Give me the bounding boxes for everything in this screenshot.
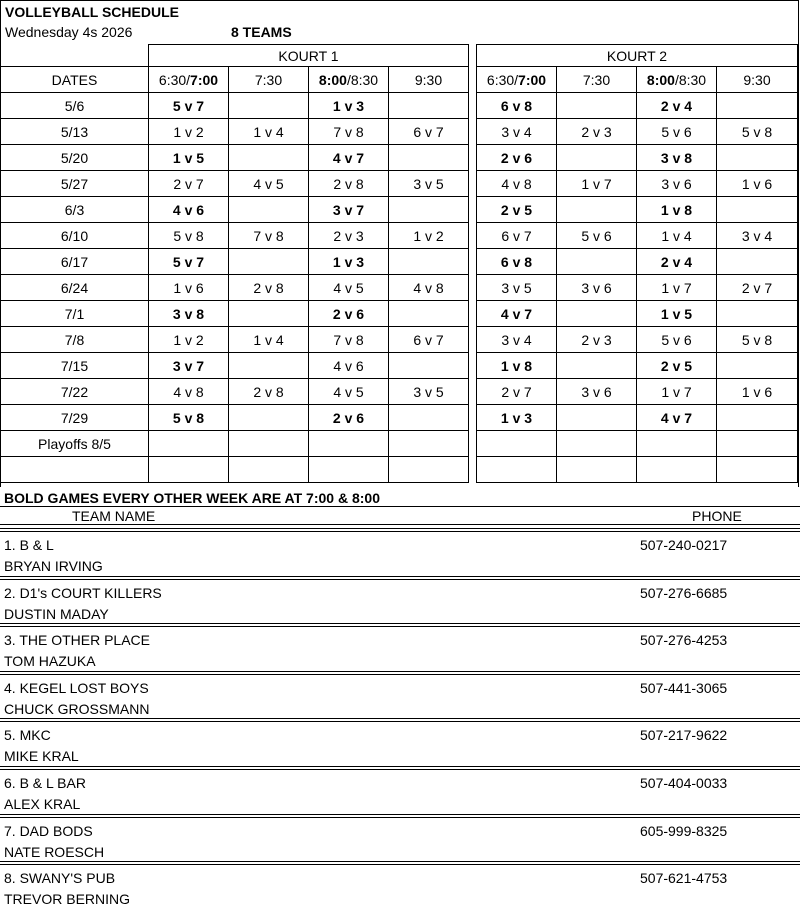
game-cell: 1 v 8	[477, 353, 557, 379]
schedule-title: VOLLEYBALL SCHEDULE	[5, 4, 179, 20]
game-cell	[229, 249, 309, 275]
team-name: 7. DAD BODS	[4, 822, 93, 839]
game-cell	[717, 431, 798, 457]
time-header-part: 8:00	[318, 71, 347, 88]
game-cell: 1 v 5	[637, 301, 717, 327]
team-captain: ALEX KRAL	[4, 796, 81, 812]
game-cell: 1 v 4	[637, 223, 717, 249]
date-cell: 7/8	[1, 327, 149, 353]
team-entry	[0, 770, 800, 818]
game-cell: 4 v 5	[309, 275, 389, 301]
time-header-730: 7:30	[557, 67, 637, 93]
game-cell	[389, 301, 469, 327]
game-cell: 1 v 2	[149, 119, 229, 145]
game-cell: 2 v 6	[309, 301, 389, 327]
game-cell: 5 v 7	[149, 249, 229, 275]
game-cell	[389, 197, 469, 223]
game-cell: 6 v 8	[477, 93, 557, 119]
team-phone: 507-240-0217	[640, 537, 728, 553]
game-cell	[717, 457, 798, 483]
game-cell: 1 v 3	[309, 93, 389, 119]
team-name-header: TEAM NAME	[72, 508, 156, 524]
team-phone: 507-276-6685	[640, 584, 728, 601]
game-cell: 1 v 7	[637, 275, 717, 301]
game-cell	[229, 353, 309, 379]
game-cell: 1 v 4	[229, 119, 309, 145]
time-header-630-700	[149, 67, 229, 93]
game-cell: 1 v 7	[557, 171, 637, 197]
game-cell: 2 v 7	[477, 379, 557, 405]
court-gap	[469, 431, 477, 457]
game-cell: 1 v 6	[717, 379, 798, 405]
game-cell: 1 v 6	[717, 171, 798, 197]
game-cell: 3 v 7	[309, 197, 389, 223]
game-cell	[557, 249, 637, 275]
game-cell	[229, 431, 309, 457]
roster-divider	[0, 524, 800, 525]
team-captain: TREVOR BERNING	[4, 891, 131, 908]
court-gap	[469, 171, 477, 197]
schedule-row	[1, 171, 798, 197]
team-count-label: 8 TEAMS	[231, 24, 292, 40]
dates-header: DATES	[1, 67, 149, 93]
schedule-row	[1, 379, 798, 405]
team-divider	[0, 861, 800, 862]
schedule-row	[1, 301, 798, 327]
date-cell: 5/6	[1, 93, 149, 119]
game-cell: 2 v 5	[637, 353, 717, 379]
schedule-row	[1, 405, 798, 431]
game-cell: 1 v 3	[477, 405, 557, 431]
court-gap	[469, 275, 477, 301]
game-cell	[717, 145, 798, 171]
court-gap	[469, 93, 477, 119]
team-entry	[0, 532, 800, 580]
team-name: 2. D1's COURT KILLERS	[4, 584, 162, 601]
game-cell	[557, 93, 637, 119]
game-cell: 5 v 8	[149, 223, 229, 249]
game-cell	[389, 249, 469, 275]
game-cell	[717, 405, 798, 431]
game-cell	[309, 457, 389, 483]
game-cell: 4 v 8	[389, 275, 469, 301]
game-cell: 4 v 7	[477, 301, 557, 327]
game-cell: 5 v 8	[717, 327, 798, 353]
game-cell: 5 v 6	[557, 223, 637, 249]
time-header-part: 8:00	[646, 71, 675, 88]
game-cell: 1 v 2	[149, 327, 229, 353]
game-cell	[229, 145, 309, 171]
court-gap	[469, 249, 477, 275]
team-divider	[0, 864, 800, 865]
court-gap	[469, 119, 477, 145]
team-entry	[0, 865, 800, 913]
time-header-part: 6:30/	[158, 71, 191, 88]
blank-corner-cell	[1, 45, 149, 67]
game-cell: 1 v 2	[389, 223, 469, 249]
game-cell: 3 v 7	[149, 353, 229, 379]
team-name: 3. THE OTHER PLACE	[4, 632, 151, 649]
game-cell: 7 v 8	[229, 223, 309, 249]
team-captain: MIKE KRAL	[4, 748, 79, 765]
game-cell	[229, 301, 309, 327]
game-cell: 7 v 8	[309, 327, 389, 353]
team-divider	[0, 623, 800, 624]
game-cell	[389, 353, 469, 379]
game-cell: 5 v 8	[717, 119, 798, 145]
team-phone: 507-621-4753	[640, 870, 728, 887]
team-name: 5. MKC	[4, 727, 51, 744]
time-header-630-700	[477, 67, 557, 93]
team-name: 6. B & L BAR	[4, 775, 86, 791]
court-gap	[469, 45, 477, 67]
bold-games-note: BOLD GAMES EVERY OTHER WEEK ARE AT 7:00 & 8:00	[4, 490, 380, 506]
game-cell	[149, 457, 229, 483]
game-cell	[717, 301, 798, 327]
team-divider	[0, 766, 800, 767]
team-divider	[0, 528, 800, 529]
game-cell: 2 v 6	[309, 405, 389, 431]
game-cell: 3 v 4	[717, 223, 798, 249]
schedule-subtitle: Wednesday 4s 2026	[5, 24, 133, 40]
game-cell	[229, 405, 309, 431]
team-name: 1. B & L	[4, 537, 54, 553]
schedule-row	[1, 93, 798, 119]
time-header-part: 6:30/	[486, 71, 519, 88]
team-captain: DUSTIN MADAY	[4, 605, 109, 622]
phone-header: PHONE	[692, 508, 742, 524]
game-cell	[149, 431, 229, 457]
game-cell: 3 v 8	[149, 301, 229, 327]
game-cell: 6 v 7	[389, 327, 469, 353]
team-phone: 507-404-0033	[640, 775, 728, 791]
date-cell: 6/24	[1, 275, 149, 301]
schedule-row	[1, 353, 798, 379]
game-cell	[229, 457, 309, 483]
team-divider	[0, 769, 800, 770]
team-phone: 507-276-4253	[640, 632, 728, 649]
game-cell	[557, 457, 637, 483]
game-cell	[389, 405, 469, 431]
court-gap	[469, 327, 477, 353]
game-cell: 2 v 7	[149, 171, 229, 197]
date-cell: 5/27	[1, 171, 149, 197]
game-cell: 2 v 4	[637, 93, 717, 119]
game-cell: 2 v 4	[637, 249, 717, 275]
schedule-row	[1, 223, 798, 249]
game-cell	[717, 93, 798, 119]
game-cell	[717, 249, 798, 275]
game-cell	[389, 145, 469, 171]
time-header-930: 9:30	[389, 67, 469, 93]
team-divider	[0, 531, 800, 532]
game-cell: 6 v 8	[477, 249, 557, 275]
game-cell: 3 v 4	[477, 327, 557, 353]
game-cell: 5 v 6	[637, 119, 717, 145]
game-cell	[557, 353, 637, 379]
schedule-row	[1, 249, 798, 275]
date-cell	[1, 457, 149, 483]
game-cell: 2 v 8	[229, 379, 309, 405]
game-cell	[557, 145, 637, 171]
game-cell: 2 v 8	[309, 171, 389, 197]
time-header-part: 7:00	[518, 71, 547, 88]
game-cell	[477, 457, 557, 483]
date-cell: 6/3	[1, 197, 149, 223]
game-cell: 4 v 8	[149, 379, 229, 405]
schedule-row	[1, 145, 798, 171]
game-cell: 3 v 5	[389, 171, 469, 197]
frame-right-border	[798, 0, 799, 487]
game-cell: 1 v 8	[637, 197, 717, 223]
team-captain: BRYAN IRVING	[4, 558, 103, 574]
game-cell	[717, 197, 798, 223]
game-cell: 1 v 6	[149, 275, 229, 301]
team-divider	[0, 579, 800, 580]
team-captain: NATE ROESCH	[4, 843, 105, 860]
team-name: 4. KEGEL LOST BOYS	[4, 679, 149, 696]
game-cell: 3 v 8	[637, 145, 717, 171]
game-cell: 2 v 3	[557, 327, 637, 353]
game-cell: 4 v 5	[309, 379, 389, 405]
game-cell: 4 v 8	[477, 171, 557, 197]
game-cell: 1 v 5	[149, 145, 229, 171]
game-cell	[389, 431, 469, 457]
team-entry	[0, 675, 800, 723]
court-gap	[469, 379, 477, 405]
team-entry	[0, 722, 800, 770]
game-cell: 5 v 8	[149, 405, 229, 431]
court-gap	[469, 353, 477, 379]
schedule-row	[1, 327, 798, 353]
game-cell	[229, 197, 309, 223]
date-cell: 7/15	[1, 353, 149, 379]
game-cell: 2 v 7	[717, 275, 798, 301]
game-cell: 1 v 4	[229, 327, 309, 353]
team-phone: 507-441-3065	[640, 679, 728, 696]
court-gap	[469, 223, 477, 249]
game-cell: 2 v 6	[477, 145, 557, 171]
team-divider	[0, 718, 800, 719]
team-divider	[0, 817, 800, 818]
team-entry	[0, 818, 800, 866]
court-gap	[469, 301, 477, 327]
game-cell: 6 v 7	[389, 119, 469, 145]
game-cell: 4 v 7	[637, 405, 717, 431]
team-divider	[0, 674, 800, 675]
team-name: 8. SWANY'S PUB	[4, 870, 116, 887]
date-cell: Playoffs 8/5	[1, 431, 149, 457]
schedule-row	[1, 431, 798, 457]
game-cell	[389, 457, 469, 483]
game-cell: 4 v 6	[149, 197, 229, 223]
date-cell: 7/29	[1, 405, 149, 431]
court-gap	[469, 457, 477, 483]
game-cell: 3 v 5	[477, 275, 557, 301]
court-gap	[469, 67, 477, 93]
schedule-row	[1, 275, 798, 301]
team-captain: TOM HAZUKA	[4, 653, 96, 670]
game-cell	[309, 431, 389, 457]
game-cell	[229, 93, 309, 119]
time-header-800-830	[637, 67, 717, 93]
date-cell: 5/20	[1, 145, 149, 171]
time-header-800-830	[309, 67, 389, 93]
court-gap	[469, 405, 477, 431]
team-divider	[0, 576, 800, 577]
game-cell: 4 v 5	[229, 171, 309, 197]
frame-top-border	[0, 0, 799, 1]
team-divider	[0, 814, 800, 815]
schedule-row	[1, 119, 798, 145]
time-header-930: 9:30	[717, 67, 798, 93]
game-cell: 7 v 8	[309, 119, 389, 145]
game-cell	[477, 431, 557, 457]
game-cell: 5 v 6	[637, 327, 717, 353]
game-cell: 2 v 3	[309, 223, 389, 249]
game-cell: 5 v 7	[149, 93, 229, 119]
game-cell	[557, 431, 637, 457]
time-header-part: /8:30	[674, 71, 707, 88]
date-cell: 6/17	[1, 249, 149, 275]
game-cell	[389, 93, 469, 119]
team-divider	[0, 671, 800, 672]
date-cell: 7/22	[1, 379, 149, 405]
game-cell	[717, 353, 798, 379]
time-header-730: 7:30	[229, 67, 309, 93]
time-header-part: /8:30	[346, 71, 379, 88]
game-cell	[557, 197, 637, 223]
team-captain: CHUCK GROSSMANN	[4, 700, 150, 717]
game-cell: 1 v 7	[637, 379, 717, 405]
game-cell: 2 v 5	[477, 197, 557, 223]
game-cell: 1 v 3	[309, 249, 389, 275]
game-cell: 4 v 6	[309, 353, 389, 379]
kourt-1-header: KOURT 1	[149, 45, 469, 67]
schedule-table	[0, 44, 798, 483]
date-cell: 6/10	[1, 223, 149, 249]
team-phone: 507-217-9622	[640, 727, 728, 744]
schedule-row	[1, 197, 798, 223]
team-entry	[0, 627, 800, 675]
game-cell	[557, 301, 637, 327]
team-phone: 605-999-8325	[640, 822, 728, 839]
game-cell: 2 v 8	[229, 275, 309, 301]
game-cell: 3 v 5	[389, 379, 469, 405]
game-cell: 2 v 3	[557, 119, 637, 145]
game-cell	[637, 457, 717, 483]
team-divider	[0, 626, 800, 627]
date-cell: 7/1	[1, 301, 149, 327]
court-gap	[469, 197, 477, 223]
game-cell: 3 v 6	[637, 171, 717, 197]
kourt-2-header: KOURT 2	[477, 45, 798, 67]
date-cell: 5/13	[1, 119, 149, 145]
schedule-row	[1, 457, 798, 483]
game-cell: 3 v 6	[557, 379, 637, 405]
game-cell: 3 v 4	[477, 119, 557, 145]
roster-divider	[0, 506, 800, 507]
game-cell	[637, 431, 717, 457]
game-cell: 6 v 7	[477, 223, 557, 249]
court-gap	[469, 145, 477, 171]
game-cell: 4 v 7	[309, 145, 389, 171]
time-header-part: 7:00	[190, 71, 219, 88]
game-cell	[557, 405, 637, 431]
game-cell: 3 v 6	[557, 275, 637, 301]
team-divider	[0, 721, 800, 722]
team-entry	[0, 580, 800, 628]
